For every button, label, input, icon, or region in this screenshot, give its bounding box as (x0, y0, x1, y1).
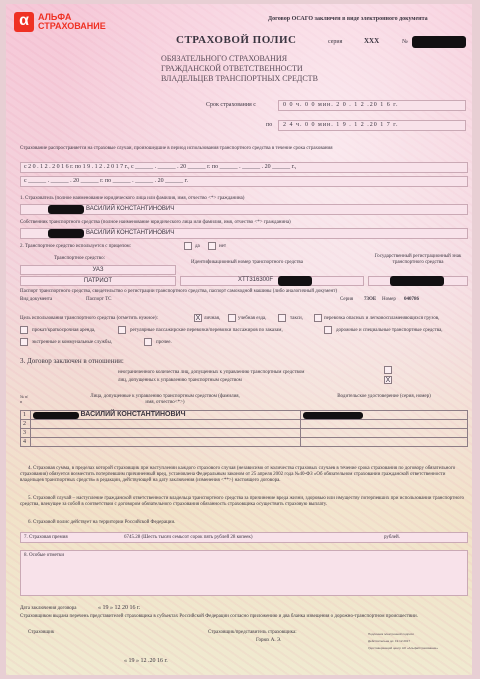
trailer-no: нет (219, 244, 227, 249)
issue-date: « 19 » 12 .20 16 г. (124, 658, 168, 664)
purpose-opt-3: перевозка опасных и легковоспламеняющихся грузов, (324, 316, 440, 321)
subtitle-1: ОБЯЗАТЕЛЬНОГО СТРАХОВАНИЯ (161, 54, 288, 63)
company-name-2: СТРАХОВАНИЕ (38, 21, 106, 31)
vehicle-make: УАЗ (20, 265, 176, 275)
premium-value: 6745.28 (Шесть тысяч семьсот сорок пять рублей 28 копеек) (124, 535, 253, 540)
trailer-yes: да (195, 244, 200, 249)
table-row (21, 420, 468, 429)
redacted-plate (390, 276, 444, 286)
purpose-opt-0: личная, (204, 316, 221, 321)
fine-2: Действительна до: 19.12.2017 (368, 639, 411, 643)
subtitle-3: ВЛАДЕЛЬЦЕВ ТРАНСПОРТНЫХ СРЕДСТВ (161, 74, 318, 83)
trailer-no-checkbox[interactable] (208, 242, 216, 250)
footer-info: Страховщиком выдана перечень представителей страховщика в субъектах Российской Федерации согласно приложению и два бланка извещения о дорожно-транспортном происшествии. (20, 614, 418, 619)
series-label: серия (328, 39, 343, 45)
insurer-label: 1. Страхователь (полное наименование юридического лица или фамилия, имя, отчество <*> гражданина) (20, 196, 245, 201)
alfa-logo-icon (14, 12, 34, 32)
purpose-opt-1: учебная езда, (238, 316, 267, 321)
section3-title: 3. Договор заключен в отношении: (20, 357, 124, 365)
section3-unlimited-checkbox[interactable] (384, 366, 392, 374)
redacted-license (303, 412, 363, 419)
table-row (21, 411, 468, 420)
section3-opt2: лиц, допущенных к управлению транспортным средством (118, 378, 242, 383)
driver-name (31, 429, 301, 438)
trailer-yes-checkbox[interactable] (184, 242, 192, 250)
passport-doc-type-label: Вид документа (20, 297, 53, 302)
vehicle-vin: ХТТ316300F (238, 277, 274, 283)
contract-date: « 19 » 12 20 16 г. (98, 605, 141, 611)
term-to-label: по (266, 122, 273, 128)
passport-number: 040786 (404, 297, 419, 302)
passport-label: Паспорт транспортного средства, свидетельство о регистрации транспортного средства, паспорт самоходной машины (либо аналогичный документ) (20, 289, 338, 294)
trailer-label: 2. Транспортное средство используется с прицепом: (20, 244, 132, 249)
company-name-1: АЛЬФА (38, 12, 72, 22)
page-title: СТРАХОВОЙ ПОЛИС (176, 34, 297, 46)
purpose-checkbox-emergency[interactable] (20, 338, 28, 346)
term-to: 2 4 ч. 0 0 мин. 1 9 . 1 2 .20 1 7 г. (278, 120, 466, 131)
policy-document (6, 4, 472, 675)
contract-date-label: Дата заключения договора (20, 606, 77, 611)
table-row (21, 438, 468, 447)
section3-opt1: неограниченного количества лиц, допущенных к управлению транспортным средством (118, 370, 305, 375)
term-label: Срок страхования с (206, 102, 256, 108)
fine-3: Удостоверяющий центр АО «АльфаСтрахование» (368, 646, 439, 650)
driver-no: 1 (21, 411, 31, 420)
rep-label: Страховщик/представитель страховщика: (208, 630, 297, 635)
driver-no: 3 (21, 429, 31, 438)
purpose-checkbox-passenger[interactable] (118, 326, 126, 334)
drivers-table (20, 394, 468, 447)
footer-insurer-label: Страховщик (28, 630, 55, 635)
premium-label: 7. Страховая премия (24, 535, 68, 540)
purpose-opt-7: экстренные и коммунальные службы, (32, 340, 113, 345)
redacted-driver-surname (33, 412, 79, 419)
company-logo (14, 12, 114, 34)
redacted-insurer-surname (48, 205, 84, 214)
purpose-checkbox-training[interactable] (228, 314, 236, 322)
purpose-opt-2: такси, (290, 316, 303, 321)
purpose-checkbox-taxi[interactable] (278, 314, 286, 322)
redacted-owner-surname (48, 229, 84, 238)
rep-name: Горюх А. Э. (256, 638, 282, 643)
insurer-value: ВАСИЛИЙ КОНСТАНТИНОВИЧ (86, 206, 175, 212)
info-p4: 4. Страховая сумма, в пределах которой страховщик при наступлении каждого страхового случая (независимо от количества страховых случаев в течение срока страхования по договору обязательного страхования) обязуется возместить потерпевшим причиненный вред, установлена Федеральным законом от 25 апреля 2002 года №40-ФЗ «Об обязательном страховании гражданской ответственности владельцев транспортных средств» в редакции, действующей на дату заключения (изменения <**>) настоящего договора. (20, 466, 456, 483)
vehicle-col3: Государственный регистрационный знак транспортного средства (374, 254, 462, 265)
vehicle-col1: Транспортное средство: (54, 256, 106, 261)
owner-label: Собственник транспортного средства (полное наименование юридического лица или фамилия, имя, отчество <*> гражданина) (20, 220, 291, 225)
driver-name (31, 420, 301, 429)
series-value: ХХХ (364, 37, 380, 45)
purpose-checkbox-dangerous[interactable] (314, 314, 322, 322)
drivers-col-no: № п/п (20, 394, 29, 404)
notes-field (20, 550, 468, 596)
usage-text: Страхование распространяется на страховые случаи, произошедшие в период использования транспортного средства в течение срока страхования (20, 146, 333, 151)
passport-series: 73ОЕ (364, 297, 377, 302)
info-p5: 5. Страховой случай – наступление гражданской ответственности владельца транспортного средства за причинение вреда жизни, здоровью или имуществу потерпевших при использовании транспортного средства, влекущее за собой в соответствии с договором обязательного страхования обязанность страховщика осуществить страховую выплату. (20, 496, 464, 507)
redacted-number (412, 36, 466, 48)
vehicle-model: ПАТРИОТ (20, 276, 176, 286)
fine-1: Подлинник электронной подписи (368, 632, 414, 636)
logo-letter: α (19, 12, 29, 29)
purpose-checkbox-road[interactable] (324, 326, 332, 334)
usage-period-1: с 2 0 . 1 2 . 2 0 1 6 г. по 1 9 . 1 2 . 2 0 1 7 г., с ______ . ______ . 20 ______ г. по ______ . ______ . 20 ______ г., (20, 162, 468, 173)
premium-unit: рублей. (384, 535, 400, 540)
subtitle (161, 54, 318, 84)
purpose-opt-5: регулярные пассажирские перевозки/перевозки пассажиров по заказам, (130, 328, 283, 333)
driver-no: 2 (21, 420, 31, 429)
purpose-opt-6: дорожные и специальные транспортные средства, (336, 328, 443, 333)
purpose-label: Цель использования транспортного средства (отметить нужное): (20, 316, 158, 321)
usage-period-2: с ______ . ______ . 20 ______ г. по ______ . ______ . 20 ______ г. (20, 176, 468, 187)
term-from: 0 0 ч. 0 0 мин. 2 0 . 1 2 .20 1 6 г. (278, 100, 466, 111)
signature-block (368, 632, 468, 650)
owner-value: ВАСИЛИЙ КОНСТАНТИНОВИЧ (86, 230, 175, 236)
purpose-opt-4: прокат/краткосрочная аренда, (32, 328, 96, 333)
purpose-checkbox-other[interactable] (144, 338, 152, 346)
redacted-vin (278, 276, 312, 286)
driver-no: 4 (21, 438, 31, 447)
driver-name (31, 438, 301, 447)
electronic-note: Договор ОСАГО заключен в виде электронного документа (268, 16, 428, 22)
purpose-opt-8: прочее. (156, 340, 172, 345)
driver-name: ВАСИЛИЙ КОНСТАНТИНОВИЧ (80, 411, 186, 419)
purpose-checkbox-rental[interactable] (20, 326, 28, 334)
notes-label: 8. Особые отметки (24, 553, 64, 558)
subtitle-2: ГРАЖДАНСКОЙ ОТВЕТСТВЕННОСТИ (161, 64, 303, 73)
purpose-checkbox-personal[interactable]: X (195, 315, 201, 322)
passport-series-label: Серия (340, 297, 354, 302)
number-label: № (402, 39, 408, 45)
drivers-col-license: Водительское удостоверение (серия, номер) (337, 394, 431, 399)
table-row (21, 429, 468, 438)
info-p6: 6. Страховой полис действует на территории Российской Федерации. (28, 520, 176, 525)
section3-limited-checkbox[interactable]: X (385, 377, 391, 384)
passport-doc-type: Паспорт ТС (86, 297, 112, 302)
vehicle-col2: Идентификационный номер транспортного средства (191, 260, 303, 265)
drivers-col-name: Лица, допущенные к управлению транспортным средством (фамилия, имя, отчество<*>) (90, 394, 240, 405)
passport-number-label: Номер (382, 297, 396, 302)
